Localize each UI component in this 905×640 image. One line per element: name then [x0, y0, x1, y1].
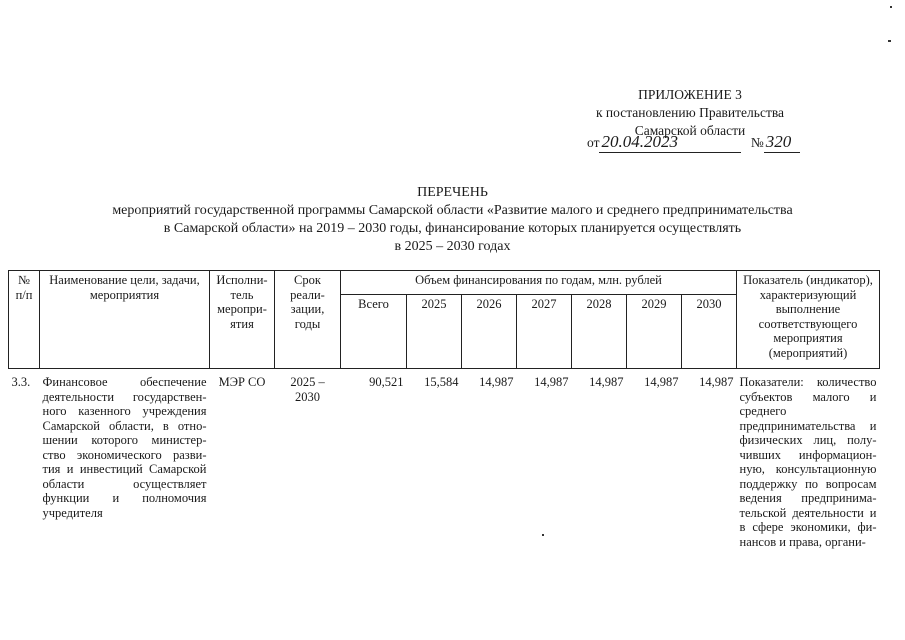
appendix-title: ПРИЛОЖЕНИЕ 3 [638, 87, 742, 102]
heading-line1: мероприятий государственной программы Самарской области «Развитие малого и среднего предпринимательства [112, 203, 793, 218]
fin-col-2026: 2026 [462, 295, 517, 369]
row-2030: 14,987 [682, 369, 737, 552]
scan-speck [542, 534, 544, 536]
date-prefix: от [587, 135, 600, 150]
fin-col-2025: 2025 [407, 295, 462, 369]
table-row [9, 369, 880, 552]
header-num: № п/п [9, 271, 40, 369]
row-name: Финансовое обеспечение деятельности государствен-ного казенного учреждения Самарской области, в отно-шении которого министер-ство экономического разви-тия и инвестиций Самарской области осуществляет функции и полномочия учредителя [40, 369, 210, 552]
document-heading [0, 184, 905, 256]
appendix-date-line [587, 132, 800, 153]
fin-col-2028: 2028 [572, 295, 627, 369]
row-2029: 14,987 [627, 369, 682, 552]
number-prefix: № [750, 135, 764, 150]
scan-speck [888, 40, 891, 42]
fin-col-2030: 2030 [682, 295, 737, 369]
events-table [8, 270, 880, 551]
fin-col-total: Всего [341, 295, 407, 369]
row-2026: 14,987 [462, 369, 517, 552]
fin-col-2029: 2029 [627, 295, 682, 369]
header-name: Наименование цели, задачи, мероприятия [40, 271, 210, 369]
row-2028: 14,987 [572, 369, 627, 552]
fin-col-2027: 2027 [517, 295, 572, 369]
heading-line3: в 2025 – 2030 годах [394, 239, 511, 254]
heading-title: ПЕРЕЧЕНЬ [417, 185, 488, 200]
header-term: Срок реали-зации, годы [275, 271, 341, 369]
row-total: 90,521 [341, 369, 407, 552]
appendix-line2: Самарской области [634, 123, 746, 138]
number-value: 320 [764, 132, 800, 153]
row-2027: 14,987 [517, 369, 572, 552]
header-financing: Объем финансирования по годам, млн. рублей [341, 271, 737, 295]
row-executor: МЭР СО [210, 369, 275, 552]
scan-speck [890, 6, 892, 8]
row-num: 3.3. [9, 369, 40, 552]
row-2025: 15,584 [407, 369, 462, 552]
row-indicator: Показатели: количество субъектов малого и среднего предпринимательства и физических лиц, полу-чивших информацион-ную, консультационную поддержку по вопросам ведения предпринима-тельской деятельности и в сфере экономики, фи-нансов и права, органи- [737, 369, 880, 552]
header-indicator: Показатель (индикатор), характеризующий выполнение соответствующего мероприятия (мероприятий) [737, 271, 880, 369]
header-executor: Исполни-тель меропри-ятия [210, 271, 275, 369]
appendix-line1: к постановлению Правительства [595, 105, 785, 120]
heading-line2: в Самарской области» на 2019 – 2030 годы, финансирование которых планируется осуществлять [163, 221, 742, 236]
row-term: 2025 – 2030 [275, 369, 341, 552]
date-value: 20.04.2023 [599, 132, 741, 153]
